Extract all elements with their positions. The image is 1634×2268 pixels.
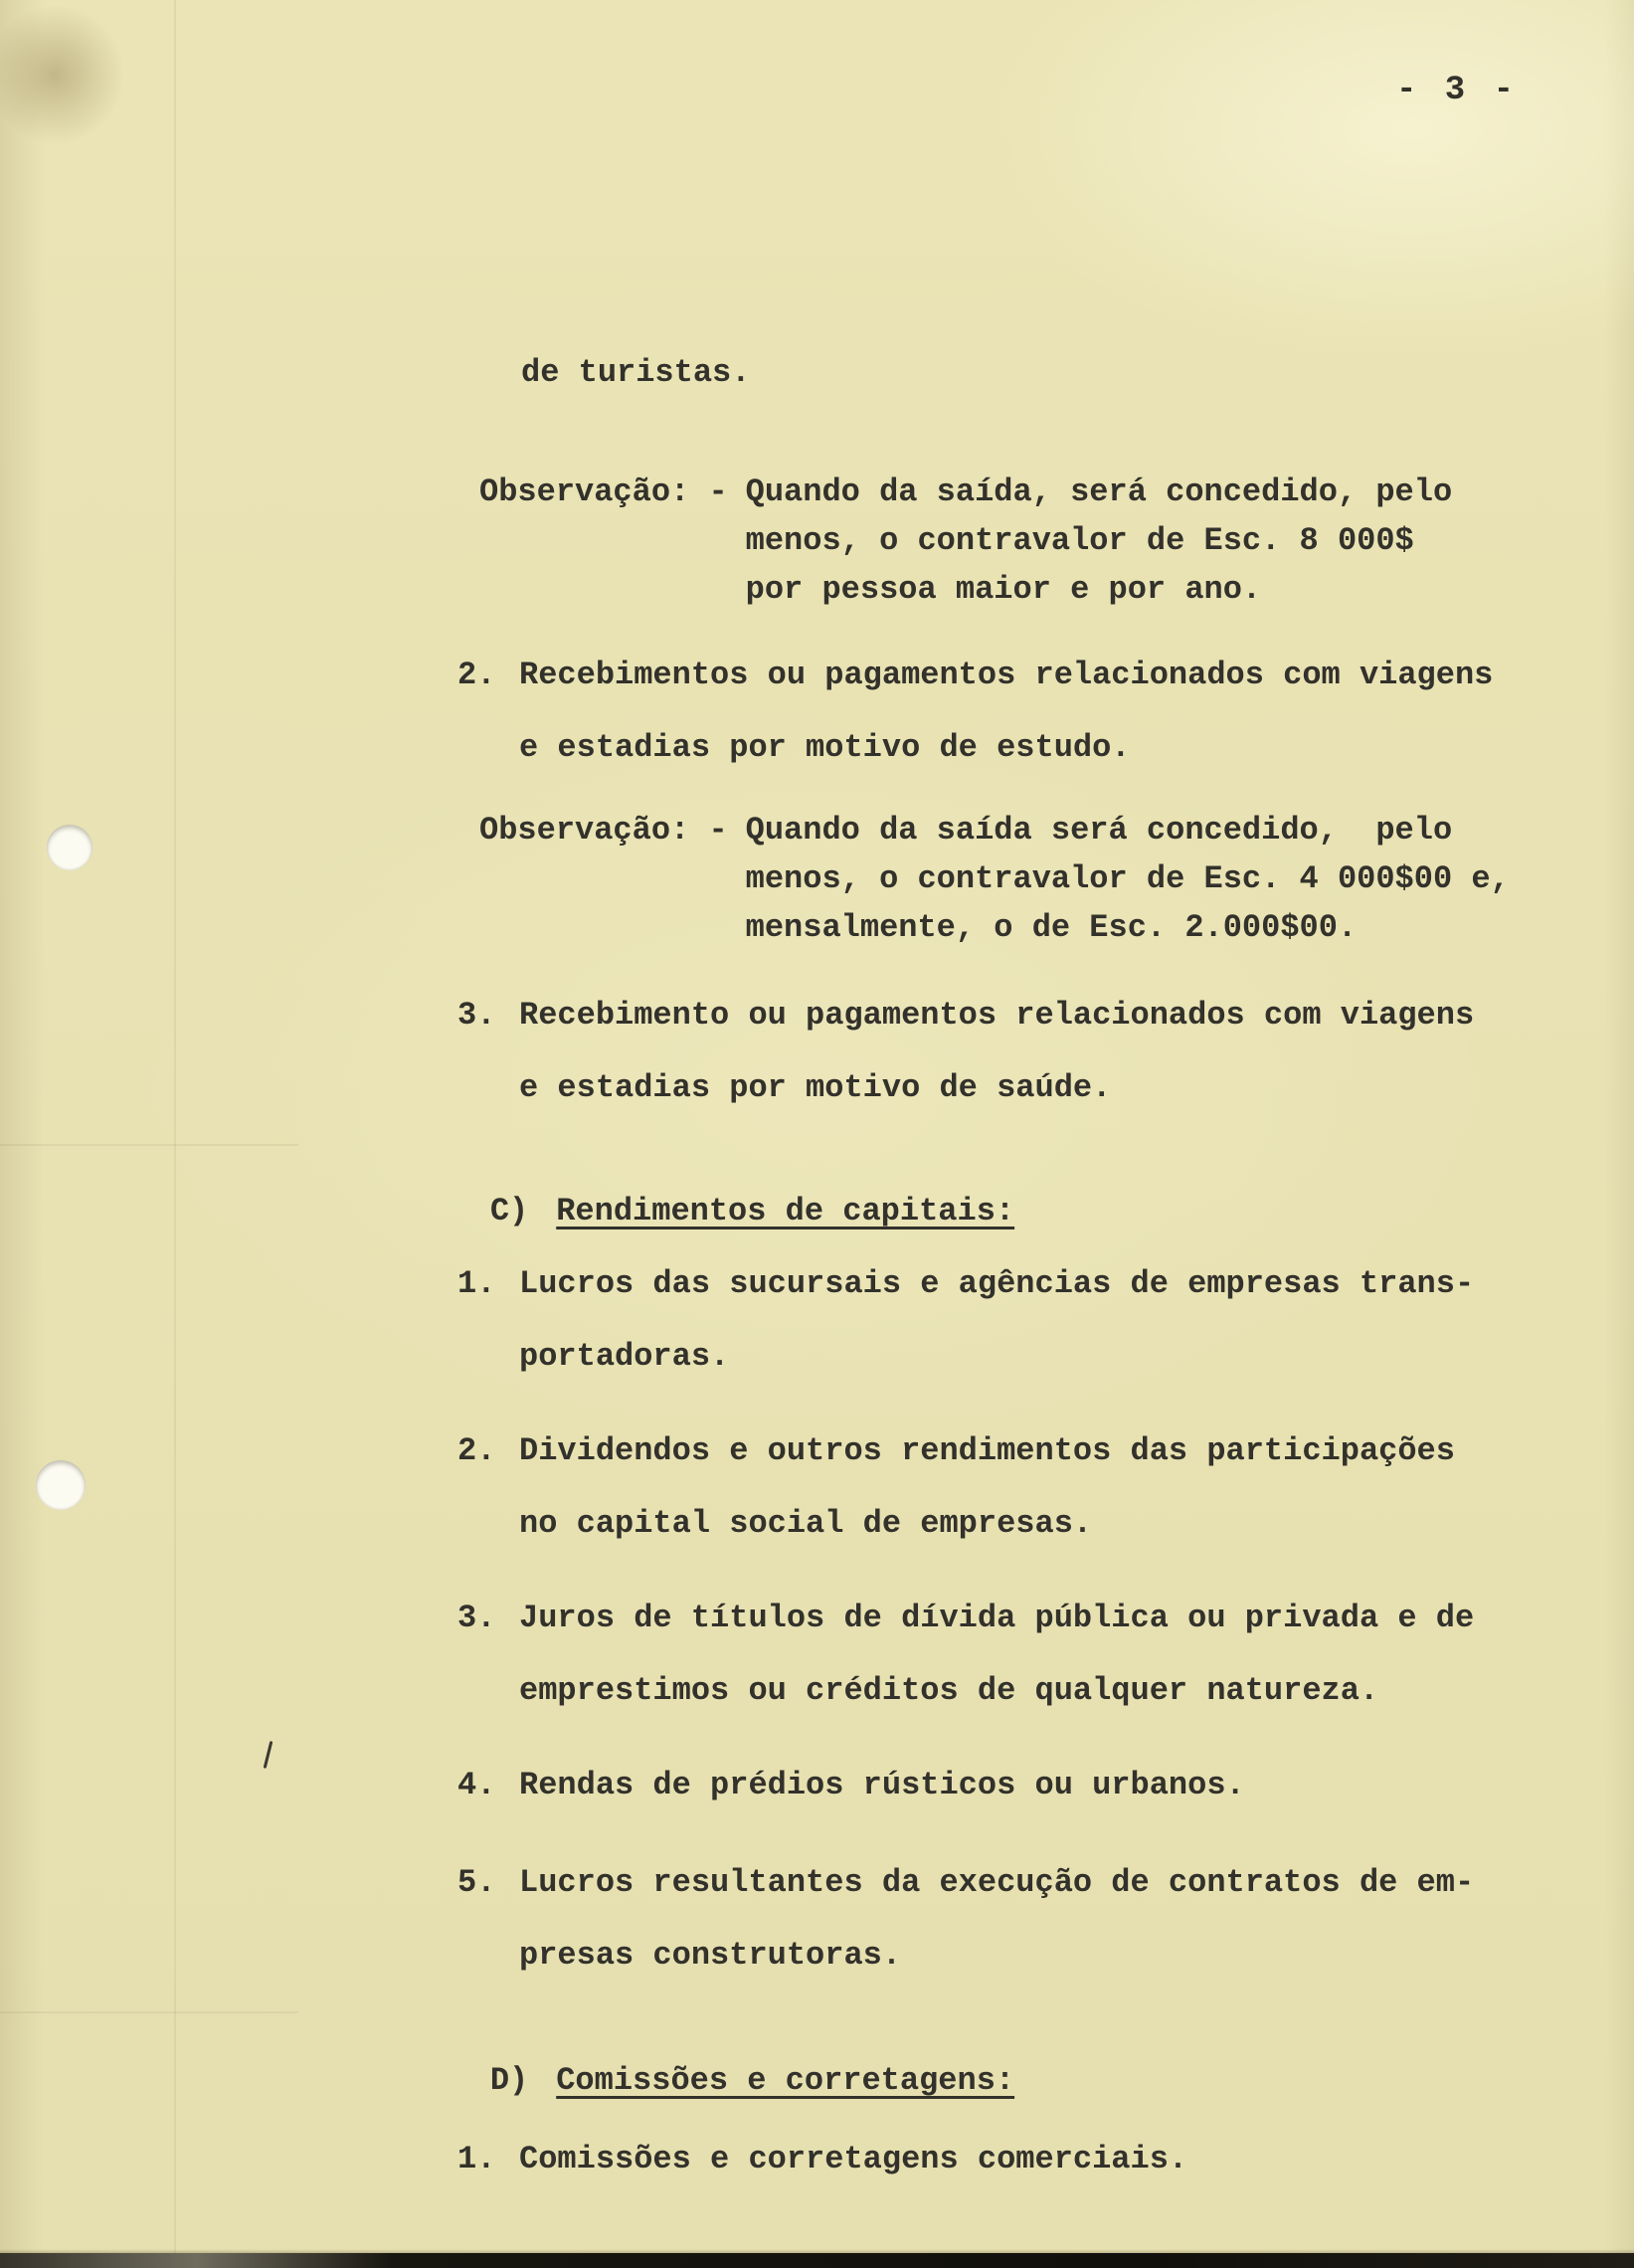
paper-crease-horizontal xyxy=(0,2011,298,2013)
scan-bottom-edge xyxy=(0,2253,1634,2268)
list-item-3 xyxy=(457,979,1474,1124)
text-line: emprestimos ou créditos de qualquer natureza. xyxy=(519,1672,1379,1709)
observation-2-label: Observação: - xyxy=(479,812,728,849)
item-text xyxy=(519,1582,1474,1727)
text-line: Rendas de prédios rústicos ou urbanos. xyxy=(519,1767,1245,1803)
section-c-item-4 xyxy=(457,1749,1245,1821)
text-line: portadoras. xyxy=(519,1338,730,1375)
text-line: menos, o contravalor de Esc. 8 000$ xyxy=(745,522,1414,559)
section-c-letter: C) xyxy=(489,1193,529,1229)
punch-hole xyxy=(36,1460,86,1510)
item-number: 5. xyxy=(457,1864,496,1901)
text-line: Lucros das sucursais e agências de empresas trans- xyxy=(519,1265,1475,1302)
list-item-2-number: 2. xyxy=(457,657,496,693)
punch-hole xyxy=(47,825,92,870)
text-line: presas construtoras. xyxy=(519,1937,902,1974)
text-line: Lucros resultantes da execução de contratos de em- xyxy=(519,1864,1475,1901)
list-item-3-text xyxy=(519,979,1474,1124)
paper-crease-vertical xyxy=(174,0,176,2268)
text-line: Recebimentos ou pagamentos relacionados com viagens xyxy=(519,657,1494,693)
item-text xyxy=(519,1846,1474,1991)
text-line: por pessoa maior e por ano. xyxy=(745,571,1262,608)
item-number: 4. xyxy=(457,1767,496,1803)
item-number: 2. xyxy=(457,1432,496,1469)
observation-2 xyxy=(479,806,1510,952)
text-line: Dividendos e outros rendimentos das participações xyxy=(519,1432,1455,1469)
page-number: - 3 - xyxy=(1396,72,1519,109)
list-item-3-number: 3. xyxy=(457,997,496,1034)
list-item-2-text xyxy=(519,639,1493,784)
text-line: Juros de títulos de dívida pública ou privada e de xyxy=(519,1600,1475,1636)
pen-mark xyxy=(264,1741,273,1769)
observation-1-label: Observação: - xyxy=(479,473,728,510)
text-line: e estadias por motivo de estudo. xyxy=(519,729,1131,766)
text-line: mensalmente, o de Esc. 2.000$00. xyxy=(745,909,1358,946)
section-c-item-3 xyxy=(457,1582,1474,1727)
paper-crease-horizontal xyxy=(0,1144,298,1146)
text-line: Recebimento ou pagamentos relacionados com viagens xyxy=(519,997,1475,1034)
observation-2-text xyxy=(746,806,1510,952)
section-d-title: Comissões e corretagens: xyxy=(556,2062,1015,2099)
list-item-2 xyxy=(457,639,1493,784)
section-c-item-1 xyxy=(457,1247,1474,1393)
section-d-item-1 xyxy=(457,2123,1187,2195)
observation-1 xyxy=(479,468,1452,614)
item-text xyxy=(519,2123,1187,2195)
text-line: Quando da saída será concedido, pelo xyxy=(745,812,1453,849)
text-line: Comissões e corretagens comerciais. xyxy=(519,2141,1188,2177)
paragraph-fragment: de turistas. xyxy=(521,354,751,391)
text-line: no capital social de empresas. xyxy=(519,1505,1093,1542)
section-c-title: Rendimentos de capitais: xyxy=(556,1193,1015,1229)
item-number: 1. xyxy=(457,1265,496,1302)
section-d-letter: D) xyxy=(489,2062,529,2099)
observation-1-text xyxy=(746,468,1453,614)
text-line: e estadias por motivo de saúde. xyxy=(519,1069,1112,1106)
item-text xyxy=(519,1749,1245,1821)
item-number: 1. xyxy=(457,2141,496,2177)
item-number: 3. xyxy=(457,1600,496,1636)
item-text xyxy=(519,1415,1455,1560)
item-text xyxy=(519,1247,1474,1393)
section-c-item-5 xyxy=(457,1846,1474,1991)
text-line: Quando da saída, será concedido, pelo xyxy=(745,473,1453,510)
text-line: menos, o contravalor de Esc. 4 000$00 e, xyxy=(745,860,1510,897)
section-c-item-2 xyxy=(457,1415,1455,1560)
